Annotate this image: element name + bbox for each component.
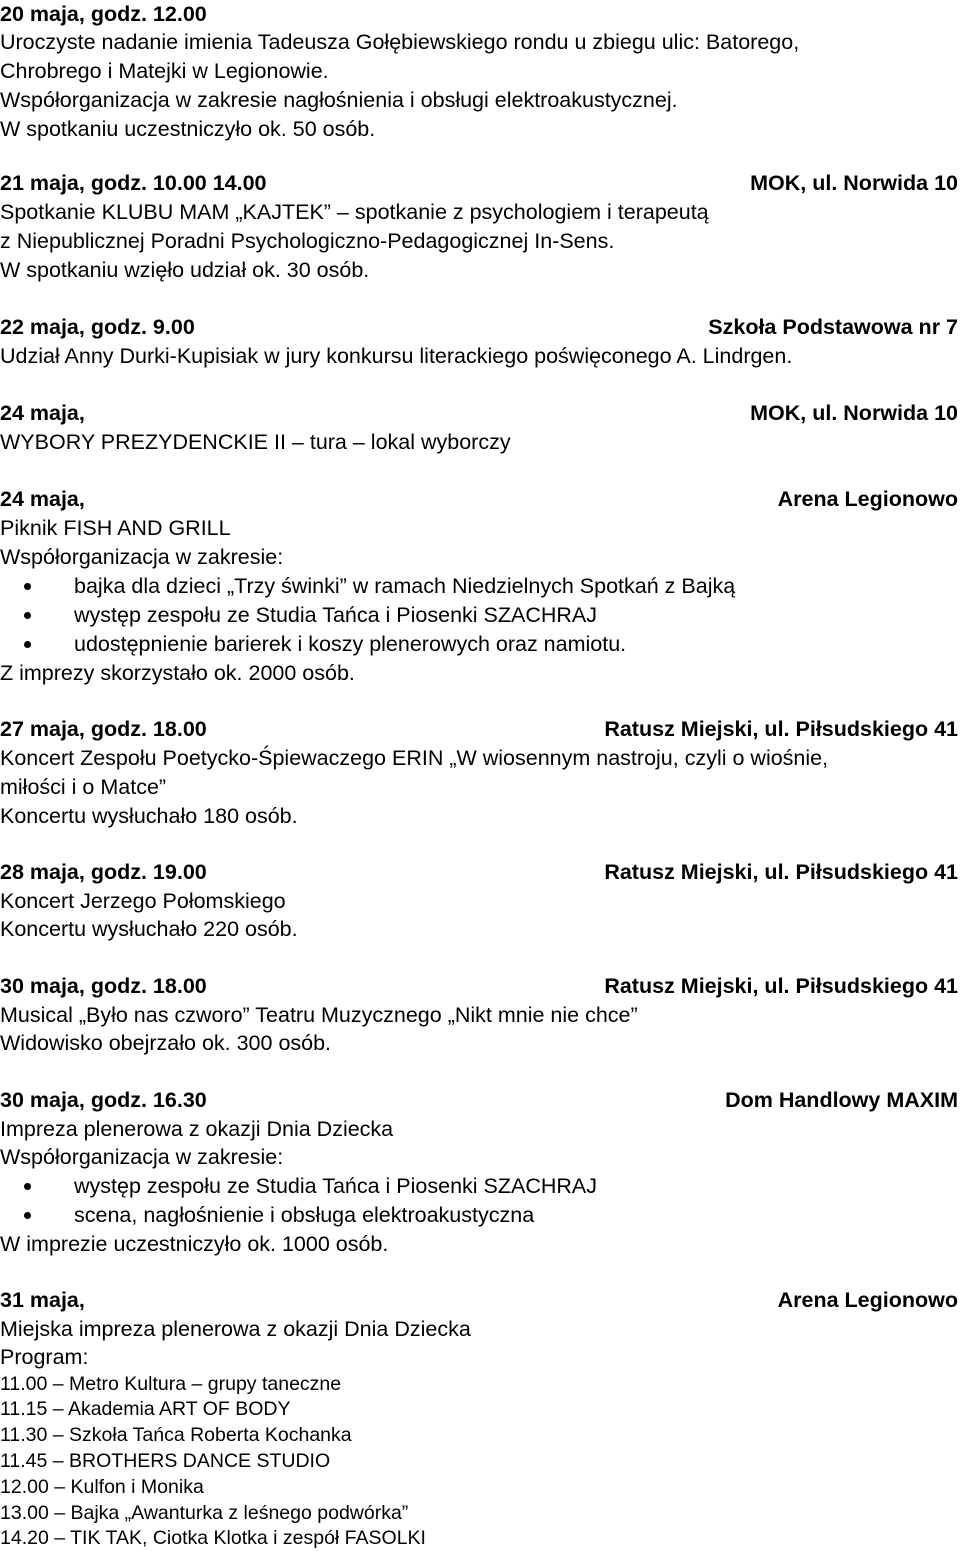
event-description: Współorganizacja w zakresie nagłośnienia i obsługi elektroakustycznej.: [0, 88, 678, 112]
event-attendance: Z imprezy skorzystało ok. 2000 osób.: [0, 661, 355, 685]
event-location: Arena Legionowo: [777, 1288, 958, 1312]
event-date: 27 maja, godz. 18.00: [0, 717, 207, 741]
event-location: Szkoła Podstawowa nr 7: [708, 315, 958, 339]
event-description: Uroczyste nadanie imienia Tadeusza Gołębiewskiego rondu u zbiegu ulic: Batorego,: [0, 30, 800, 54]
event-description: Musical „Było nas czworo” Teatru Muzycznego „Nikt mnie nie chce”: [0, 1003, 638, 1027]
event-location: MOK, ul. Norwida 10: [750, 171, 958, 195]
event-header: [0, 399, 958, 427]
event-date: 24 maja,: [0, 487, 85, 511]
bullet-item: występ zespołu ze Studia Tańca i Piosenki SZACHRAJ: [0, 601, 958, 629]
event-header: [0, 1286, 958, 1314]
event-description: Współorganizacja w zakresie:: [0, 1145, 284, 1169]
program-heading: Program:: [0, 1345, 89, 1369]
event-attendance: Koncertu wysłuchało 220 osób.: [0, 917, 298, 941]
event-header: [0, 972, 958, 1000]
program-item: 14.20 – TIK TAK, Ciotka Klotka i zespół FASOLKI: [0, 1527, 426, 1549]
program-item: 11.45 – BROTHERS DANCE STUDIO: [0, 1450, 331, 1472]
program-item: 13.00 – Bajka „Awanturka z leśnego podwórka”: [0, 1502, 409, 1524]
event-attendance: W spotkaniu wzięło udział ok. 30 osób.: [0, 258, 370, 282]
event-location: MOK, ul. Norwida 10: [750, 401, 958, 425]
event-date: 30 maja, godz. 16.30: [0, 1088, 207, 1112]
event-location: Ratusz Miejski, ul. Piłsudskiego 41: [604, 717, 958, 741]
bullet-item: udostępnienie barierek i koszy plenerowych oraz namiotu.: [0, 630, 958, 658]
event-header: [0, 858, 958, 886]
event-date: 24 maja,: [0, 401, 85, 425]
program-item: 11.30 – Szkoła Tańca Roberta Kochanka: [0, 1424, 352, 1446]
event-header: [0, 1086, 958, 1114]
event-attendance: Koncertu wysłuchało 180 osób.: [0, 804, 298, 828]
bullet-item: bajka dla dzieci „Trzy świnki” w ramach Niedzielnych Spotkań z Bajką: [0, 572, 958, 600]
program-item: 11.15 – Akademia ART OF BODY: [0, 1398, 291, 1420]
event-location: Arena Legionowo: [777, 487, 958, 511]
event-header: [0, 485, 958, 513]
event-header: [0, 715, 958, 743]
event-description: Koncert Zespołu Poetycko-Śpiewaczego ERIN „W wiosennym nastroju, czyli o wiośnie,: [0, 746, 829, 770]
event-date: 21 maja, godz. 10.00 14.00: [0, 171, 267, 195]
event-description: Miejska impreza plenerowa z okazji Dnia Dziecka: [0, 1317, 471, 1341]
event-description: WYBORY PREZYDENCKIE II – tura – lokal wyborczy: [0, 430, 511, 454]
event-description: z Niepublicznej Poradni Psychologiczno-Pedagogicznej In-Sens.: [0, 229, 615, 253]
event-location: Ratusz Miejski, ul. Piłsudskiego 41: [604, 974, 958, 998]
bullet-item: scena, nagłośnienie i obsługa elektroakustyczna: [0, 1201, 958, 1229]
event-date: 22 maja, godz. 9.00: [0, 315, 195, 339]
bullet-item: występ zespołu ze Studia Tańca i Piosenki SZACHRAJ: [0, 1172, 958, 1200]
event-description: Impreza plenerowa z okazji Dnia Dziecka: [0, 1117, 394, 1141]
event-date: 31 maja,: [0, 1288, 85, 1312]
event-location: Dom Handlowy MAXIM: [725, 1088, 958, 1112]
event-description: Spotkanie KLUBU MAM „KAJTEK” – spotkanie z psychologiem i terapeutą: [0, 200, 709, 224]
event-description: Koncert Jerzego Połomskiego: [0, 889, 286, 913]
event-description: Piknik FISH AND GRILL: [0, 516, 231, 540]
event-attendance: Widowisko obejrzało ok. 300 osób.: [0, 1031, 332, 1055]
event-header: [0, 169, 958, 197]
event-description: Udział Anny Durki-Kupisiak w jury konkursu literackiego poświęconego A. Lindrgen.: [0, 344, 793, 368]
event-header: [0, 313, 958, 341]
event-attendance: W spotkaniu uczestniczyło ok. 50 osób.: [0, 117, 376, 141]
event-location: Ratusz Miejski, ul. Piłsudskiego 41: [604, 860, 958, 884]
event-description: miłości i o Matce”: [0, 775, 167, 799]
event-description: Współorganizacja w zakresie:: [0, 545, 284, 569]
event-attendance: W imprezie uczestniczyło ok. 1000 osób.: [0, 1232, 389, 1256]
program-item: 11.00 – Metro Kultura – grupy taneczne: [0, 1373, 342, 1395]
event-date: 20 maja, godz. 12.00: [0, 2, 207, 26]
event-date: 30 maja, godz. 18.00: [0, 974, 207, 998]
event-date: 28 maja, godz. 19.00: [0, 860, 207, 884]
program-item: 12.00 – Kulfon i Monika: [0, 1476, 204, 1498]
event-description: Chrobrego i Matejki w Legionowie.: [0, 59, 329, 83]
